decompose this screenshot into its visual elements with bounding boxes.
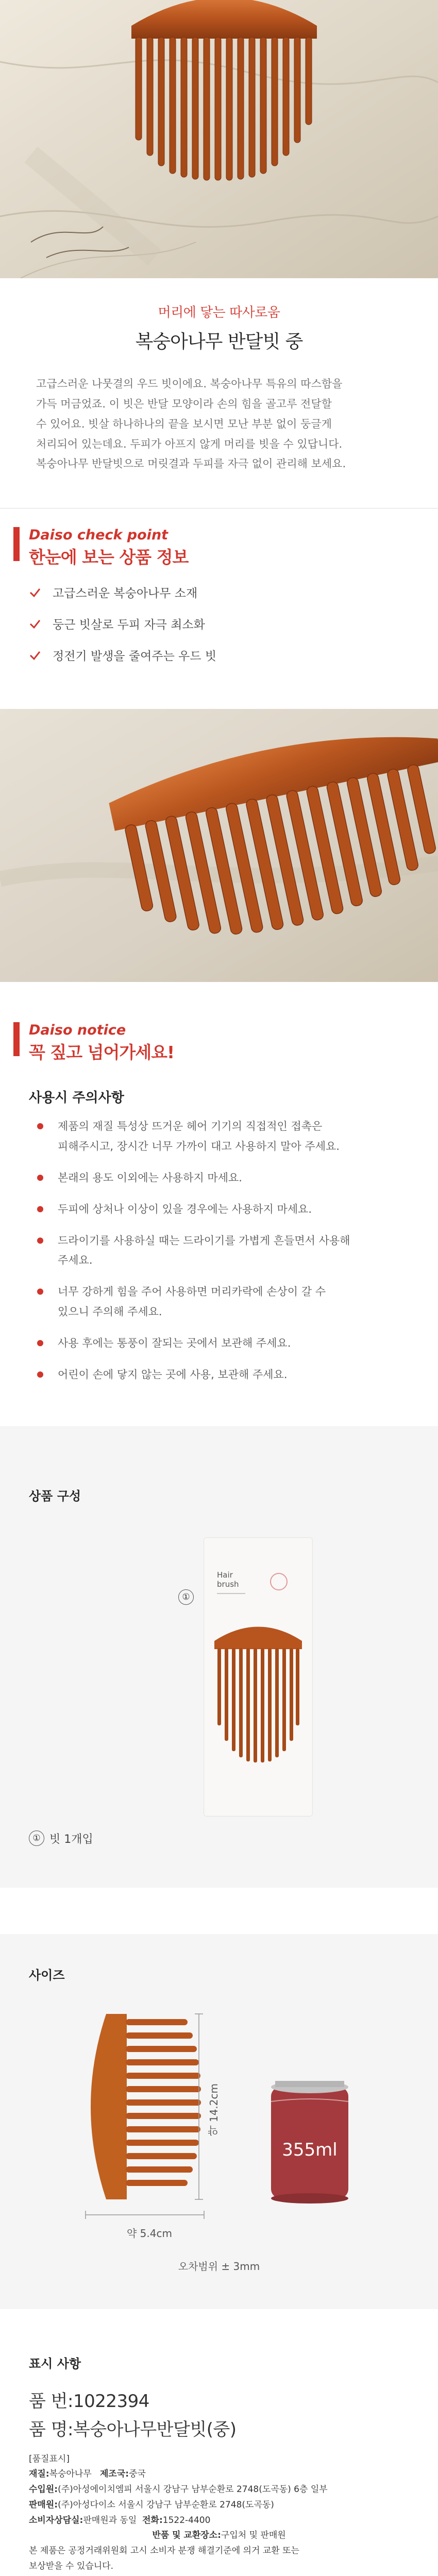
package-text-hair: Hair <box>217 1570 233 1580</box>
checkpoint-item <box>29 647 409 664</box>
caution-item <box>29 1365 409 1385</box>
caution-title: 사용시 주의사항 <box>29 1090 124 1106</box>
caution-text: 피해주시고, 장시간 너무 가까이 대고 사용하지 말아 주세요. <box>58 1140 340 1153</box>
checkpoint-en-title: Daiso check point <box>29 527 169 544</box>
checkpoint-section <box>0 508 438 709</box>
material-key: 재질: <box>29 2469 49 2480</box>
composition-section <box>0 1426 438 1888</box>
label-section <box>0 2309 438 2576</box>
caution-list <box>0 1116 438 1384</box>
intro-line: 처리되어 있는데요. 두피가 아프지 않게 머리를 빗을 수 있답니다. <box>36 437 343 450</box>
checkpoint-header <box>0 527 438 568</box>
caution-text: 너무 강하게 힘을 주어 사용하면 머리카락에 손상이 갈 수 <box>58 1285 326 1298</box>
size-tolerance: 오차범위 ± 3mm <box>178 2260 260 2273</box>
size-title: 사이즈 <box>29 1968 65 1982</box>
quality-importer <box>29 2482 409 2498</box>
caution-item <box>29 1116 409 1157</box>
intro-subtitle: 머리에 닿는 따사로움 <box>158 305 280 320</box>
intro-line: 수 있어요. 빗살 하나하나의 끝을 보시면 모난 부분 없이 둥글게 <box>36 417 332 430</box>
section-accent-bar <box>13 527 20 561</box>
composition-title: 상품 구성 <box>29 1488 81 1503</box>
consult-key: 소비자상담실: <box>29 2515 83 2526</box>
comb-closeup-photo <box>0 709 438 982</box>
caution-text: 두피에 상처나 이상이 있을 경우에는 사용하지 마세요. <box>58 1202 312 1215</box>
caution-text: 사용 후에는 통풍이 잘되는 곳에서 보관해 주세요. <box>58 1336 291 1349</box>
size-height-label: 약 14.2cm <box>208 2083 220 2136</box>
package-text-brush: brush <box>217 1579 239 1589</box>
notice-section <box>0 982 438 1384</box>
quality-exchange <box>29 2528 409 2544</box>
composition-item-label <box>29 1831 409 1846</box>
composition-item-text: 빗 1개입 <box>49 1833 93 1846</box>
checkpoint-item-text: 정전기 발생을 줄여주는 우드 빗 <box>53 650 217 664</box>
intro-section <box>0 278 438 508</box>
comb-on-cloth-illustration <box>0 0 438 278</box>
checkpoint-list <box>0 568 438 709</box>
checkpoint-item <box>29 615 409 632</box>
section-accent-bar <box>13 1022 20 1056</box>
size-diagram <box>29 1983 409 2251</box>
checkpoint-ko-title: 한눈에 보는 상품 정보 <box>29 547 189 568</box>
can-volume-label: 355ml <box>282 2139 338 2160</box>
seller-value: (주)아성다이소 서울시 강남구 남부순환로 2748(도곡동) <box>58 2499 274 2510</box>
bullet-dot-icon <box>37 1206 43 1212</box>
caution-item <box>29 1168 409 1188</box>
caution-text: 본래의 용도 이외에는 사용하지 마세요. <box>58 1171 242 1184</box>
notice-ko-title: 꼭 짚고 넘어가세요! <box>29 1042 175 1063</box>
checkpoint-item-text: 둥근 빗살로 두피 자극 최소화 <box>53 618 205 632</box>
caution-text: 주세요. <box>58 1254 93 1267</box>
product-name: 품 명:복숭아나무반달빗(중) <box>29 2419 237 2440</box>
bullet-dot-icon <box>37 1175 43 1181</box>
hero-photo <box>0 0 438 278</box>
quality-notice: 본 제품은 공정거래위원회 고시 소비자 분쟁 해결기준에 의거 교환 또는 <box>29 2546 299 2556</box>
intro-title: 복숭아나무 반달빗 중 <box>135 331 303 352</box>
intro-line: 복숭아나무 반달빗으로 머릿결과 두피를 자극 없이 관리해 보세요. <box>36 457 346 470</box>
notice-en-title: Daiso notice <box>29 1022 126 1039</box>
bullet-dot-icon <box>37 1238 43 1244</box>
caution-item <box>29 1282 409 1322</box>
exchange-key: 반품 및 교환장소: <box>152 2530 221 2541</box>
caution-text: 어린이 손에 닿지 않는 곳에 사용, 보관해 주세요. <box>58 1368 288 1381</box>
intro-description <box>36 374 402 474</box>
size-width-label: 약 5.4cm <box>127 2227 172 2240</box>
item-marker: ① <box>29 1831 44 1846</box>
label-title: 표시 사항 <box>29 2356 81 2371</box>
item-marker: ① <box>178 1589 194 1605</box>
quality-notice: 보상받을 수 있습니다. <box>29 2561 114 2571</box>
caution-text: 있으니 주의해 주세요. <box>58 1306 162 1318</box>
quality-heading: [품질표시] <box>29 2453 70 2464</box>
intro-line: 가득 머금었죠. 이 빗은 반달 모양이라 손의 힘을 골고루 전달할 <box>36 397 332 410</box>
product-number: 품 번:1022394 <box>29 2391 149 2412</box>
caution-item <box>29 1199 409 1219</box>
checkpoint-item <box>29 584 409 601</box>
caution-text: 드라이기를 사용하실 때는 드라이기를 가볍게 흔들면서 사용해 <box>58 1234 350 1247</box>
exchange-value: 구입처 및 판매원 <box>221 2530 286 2541</box>
comb-closeup-illustration <box>0 709 438 982</box>
phone-value: 1522-4400 <box>162 2515 211 2526</box>
caution-item <box>29 1333 409 1353</box>
check-icon <box>29 649 41 662</box>
size-section <box>0 1934 438 2309</box>
quality-seller <box>29 2498 409 2513</box>
seller-key: 판매원: <box>29 2499 58 2510</box>
bullet-dot-icon <box>37 1340 43 1346</box>
importer-value: (주)아성에이치엠피 서울시 강남구 남부순환로 2748(도곡동) 6층 일부 <box>58 2484 328 2495</box>
material-value: 복숭아나무 <box>49 2469 92 2480</box>
quality-material <box>29 2467 409 2482</box>
check-icon <box>29 618 41 630</box>
quality-info <box>29 2452 409 2574</box>
checkpoint-item-text: 고급스러운 복숭아나무 소재 <box>53 587 198 601</box>
bullet-dot-icon <box>37 1289 43 1295</box>
bullet-dot-icon <box>37 1371 43 1378</box>
importer-key: 수입원: <box>29 2484 58 2495</box>
origin-value: 중국 <box>129 2469 146 2480</box>
bullet-dot-icon <box>37 1123 43 1129</box>
composition-image <box>29 1528 409 1821</box>
notice-header <box>0 1022 438 1063</box>
check-icon <box>29 586 41 599</box>
caution-text: 제품의 재질 특성상 뜨거운 헤어 기기의 직접적인 접촉은 <box>58 1120 323 1133</box>
consult-value: 판매원과 동일 <box>83 2515 137 2526</box>
package-illustration <box>29 1528 409 1821</box>
intro-line: 고급스러운 나뭇결의 우드 빗이에요. 복숭아나무 특유의 따스함을 <box>36 378 343 390</box>
quality-consult <box>29 2513 409 2529</box>
phone-key: 전화: <box>142 2515 163 2526</box>
caution-item <box>29 1231 409 1271</box>
origin-key: 제조국: <box>100 2469 129 2480</box>
